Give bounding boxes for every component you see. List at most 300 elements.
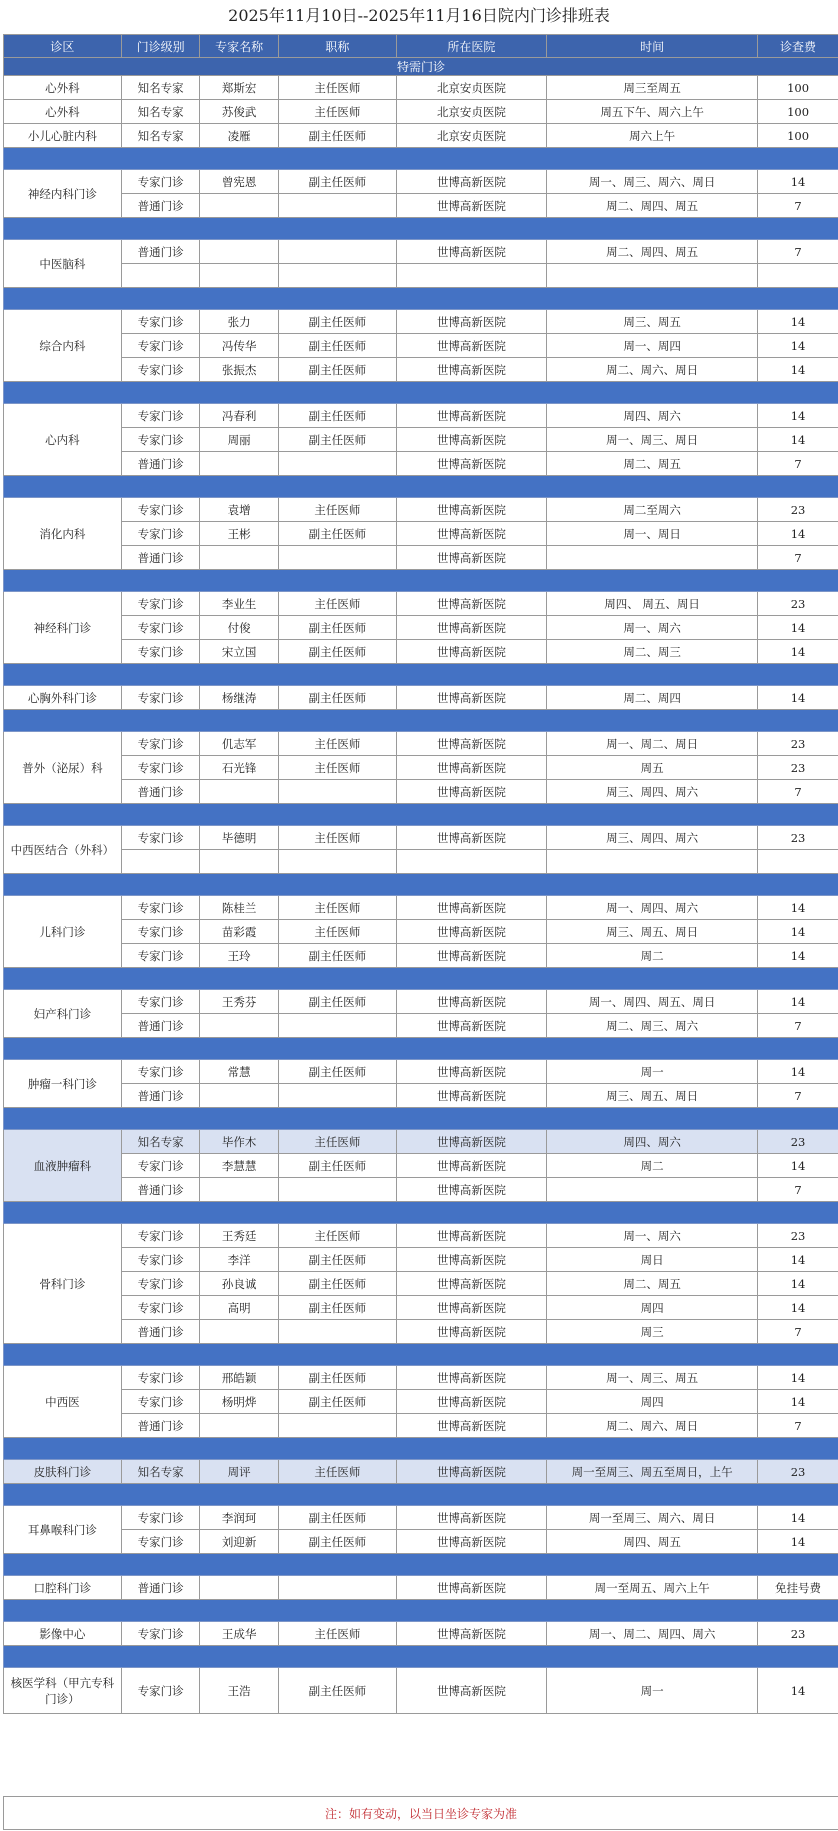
doctor-name-cell: 常慧: [200, 1060, 279, 1084]
hospital-cell: 世博高新医院: [396, 546, 546, 570]
hospital-cell: 世博高新医院: [396, 920, 546, 944]
table-row: [4, 100, 838, 124]
hospital-cell: 世博高新医院: [396, 404, 546, 428]
title-cell: 副主任医师: [278, 170, 396, 194]
table-row: [4, 264, 838, 288]
time-cell: 周四: [547, 1390, 758, 1414]
table-row: [4, 546, 838, 570]
table-row: [4, 1622, 838, 1646]
hospital-cell: 世博高新医院: [396, 1390, 546, 1414]
title-cell: 主任医师: [278, 826, 396, 850]
doctor-name-cell: 冯传华: [200, 334, 279, 358]
level-cell: 专家门诊: [121, 896, 200, 920]
department-cell: 耳鼻喉科门诊: [4, 1506, 122, 1554]
title-cell: 主任医师: [278, 1130, 396, 1154]
fee-cell: 23: [758, 1460, 838, 1484]
fee-cell: 14: [758, 1668, 838, 1714]
level-cell: 专家门诊: [121, 686, 200, 710]
table-row: [4, 452, 838, 476]
time-cell: 周一、周三、周五: [547, 1366, 758, 1390]
level-cell: 专家门诊: [121, 990, 200, 1014]
time-cell: 周一、周三、周六、周日: [547, 170, 758, 194]
table-row: [4, 756, 838, 780]
fee-cell: 7: [758, 1178, 838, 1202]
table-row: [4, 428, 838, 452]
table-row: [4, 826, 838, 850]
level-cell: 专家门诊: [121, 1668, 200, 1714]
table-row: [4, 1390, 838, 1414]
table-row: [4, 686, 838, 710]
title-cell: 副主任医师: [278, 358, 396, 382]
hospital-cell: 世博高新医院: [396, 1178, 546, 1202]
time-cell: 周二、周六、周日: [547, 358, 758, 382]
title-cell: 主任医师: [278, 1622, 396, 1646]
title-cell: 副主任医师: [278, 1272, 396, 1296]
level-cell: [121, 850, 200, 874]
doctor-name-cell: 仉志军: [200, 732, 279, 756]
title-cell: 主任医师: [278, 920, 396, 944]
level-cell: 专家门诊: [121, 404, 200, 428]
fee-cell: 23: [758, 732, 838, 756]
title-cell: 副主任医师: [278, 334, 396, 358]
time-cell: 周三: [547, 1320, 758, 1344]
level-cell: 专家门诊: [121, 1366, 200, 1390]
doctor-name-cell: 李业生: [200, 592, 279, 616]
table-row: [4, 76, 838, 100]
separator-band: [4, 1344, 838, 1366]
department-cell: 心外科: [4, 100, 122, 124]
title-cell: [278, 1576, 396, 1600]
hospital-cell: 世博高新医院: [396, 1084, 546, 1108]
title-cell: 副主任医师: [278, 1154, 396, 1178]
table-row: [4, 1224, 838, 1248]
hospital-cell: [396, 850, 546, 874]
time-cell: 周一至周三、周六、周日: [547, 1506, 758, 1530]
doctor-name-cell: 王秀芬: [200, 990, 279, 1014]
hospital-cell: 北京安贞医院: [396, 124, 546, 148]
fee-cell: 100: [758, 100, 838, 124]
group-separator: [4, 804, 838, 826]
separator-band: [4, 804, 838, 826]
separator-band: [4, 218, 838, 240]
time-cell: 周二: [547, 1154, 758, 1178]
level-cell: 普通门诊: [121, 1178, 200, 1202]
time-cell: 周一、周四: [547, 334, 758, 358]
table-row: [4, 1248, 838, 1272]
fee-cell: 7: [758, 240, 838, 264]
hospital-cell: 世博高新医院: [396, 1622, 546, 1646]
time-cell: 周三、周五、周日: [547, 1084, 758, 1108]
separator-band: [4, 874, 838, 896]
title-cell: [278, 1178, 396, 1202]
time-cell: 周一至周五、周六上午: [547, 1576, 758, 1600]
title-cell: 副主任医师: [278, 1060, 396, 1084]
table-row: [4, 944, 838, 968]
title-cell: 副主任医师: [278, 990, 396, 1014]
separator-band: [4, 1202, 838, 1224]
group-separator: [4, 1438, 838, 1460]
hospital-cell: 世博高新医院: [396, 896, 546, 920]
hospital-cell: 世博高新医院: [396, 1154, 546, 1178]
level-cell: 知名专家: [121, 124, 200, 148]
fee-cell: 100: [758, 76, 838, 100]
hospital-cell: 世博高新医院: [396, 1506, 546, 1530]
group-separator: [4, 476, 838, 498]
doctor-name-cell: 付俊: [200, 616, 279, 640]
hospital-cell: 世博高新医院: [396, 826, 546, 850]
title-cell: 副主任医师: [278, 686, 396, 710]
department-cell: 中西医结合（外科）: [4, 826, 122, 874]
time-cell: 周二、周三: [547, 640, 758, 664]
title-cell: 副主任医师: [278, 1668, 396, 1714]
fee-cell: 14: [758, 358, 838, 382]
table-row: [4, 404, 838, 428]
doctor-name-cell: 凌雁: [200, 124, 279, 148]
level-cell: 普通门诊: [121, 1576, 200, 1600]
title-cell: 副主任医师: [278, 640, 396, 664]
hospital-cell: 世博高新医院: [396, 1576, 546, 1600]
time-cell: 周一、周二、周四、周六: [547, 1622, 758, 1646]
time-cell: 周四、周六: [547, 1130, 758, 1154]
title-cell: 主任医师: [278, 592, 396, 616]
time-cell: [547, 264, 758, 288]
hospital-cell: 世博高新医院: [396, 498, 546, 522]
fee-cell: 14: [758, 404, 838, 428]
department-cell: 神经内科门诊: [4, 170, 122, 218]
doctor-name-cell: [200, 1414, 279, 1438]
level-cell: 专家门诊: [121, 756, 200, 780]
title-cell: 副主任医师: [278, 522, 396, 546]
level-cell: 普通门诊: [121, 546, 200, 570]
hospital-cell: 世博高新医院: [396, 522, 546, 546]
level-cell: 专家门诊: [121, 826, 200, 850]
time-cell: 周二、周五: [547, 452, 758, 476]
time-cell: 周二、周五: [547, 1272, 758, 1296]
table-row: [4, 1460, 838, 1484]
time-cell: 周四、周五: [547, 1530, 758, 1554]
table-row: [4, 1296, 838, 1320]
fee-cell: 14: [758, 334, 838, 358]
group-separator: [4, 218, 838, 240]
fee-cell: 14: [758, 1390, 838, 1414]
group-separator: [4, 1038, 838, 1060]
fee-cell: 14: [758, 920, 838, 944]
fee-cell: 14: [758, 1248, 838, 1272]
level-cell: 专家门诊: [121, 1154, 200, 1178]
hospital-cell: 世博高新医院: [396, 428, 546, 452]
col-header-name: 专家名称: [200, 35, 279, 58]
level-cell: 普通门诊: [121, 240, 200, 264]
title-cell: 副主任医师: [278, 1390, 396, 1414]
time-cell: 周二、周四: [547, 686, 758, 710]
hospital-cell: 世博高新医院: [396, 240, 546, 264]
title-cell: 副主任医师: [278, 1366, 396, 1390]
level-cell: 专家门诊: [121, 1060, 200, 1084]
schedule-table: [3, 34, 838, 1714]
level-cell: 专家门诊: [121, 310, 200, 334]
doctor-name-cell: [200, 240, 279, 264]
col-header-level: 门诊级别: [121, 35, 200, 58]
title-cell: [278, 1014, 396, 1038]
separator-band: [4, 664, 838, 686]
doctor-name-cell: 张力: [200, 310, 279, 334]
level-cell: 专家门诊: [121, 334, 200, 358]
department-cell: 口腔科门诊: [4, 1576, 122, 1600]
table-row: [4, 1014, 838, 1038]
hospital-cell: [396, 264, 546, 288]
hospital-cell: 世博高新医院: [396, 1248, 546, 1272]
fee-cell: 23: [758, 498, 838, 522]
doctor-name-cell: 李润珂: [200, 1506, 279, 1530]
level-cell: 专家门诊: [121, 1622, 200, 1646]
group-separator: [4, 1202, 838, 1224]
group-separator: [4, 382, 838, 404]
department-cell: 影像中心: [4, 1622, 122, 1646]
department-cell: 普外（泌尿）科: [4, 732, 122, 804]
hospital-cell: 世博高新医院: [396, 756, 546, 780]
level-cell: 专家门诊: [121, 616, 200, 640]
fee-cell: 14: [758, 1272, 838, 1296]
table-row: [4, 358, 838, 382]
level-cell: 专家门诊: [121, 170, 200, 194]
title-cell: 主任医师: [278, 498, 396, 522]
separator-band: [4, 1484, 838, 1506]
fee-cell: 7: [758, 1084, 838, 1108]
title-cell: [278, 546, 396, 570]
department-cell: 神经科门诊: [4, 592, 122, 664]
fee-cell: 14: [758, 616, 838, 640]
title-cell: 副主任医师: [278, 428, 396, 452]
title-cell: [278, 194, 396, 218]
fee-cell: 23: [758, 1130, 838, 1154]
table-row: [4, 124, 838, 148]
hospital-cell: 世博高新医院: [396, 1014, 546, 1038]
table-row: [4, 1178, 838, 1202]
time-cell: 周五: [547, 756, 758, 780]
time-cell: 周一: [547, 1060, 758, 1084]
time-cell: 周二、周四、周五: [547, 194, 758, 218]
doctor-name-cell: [200, 780, 279, 804]
doctor-name-cell: 李洋: [200, 1248, 279, 1272]
doctor-name-cell: 周评: [200, 1460, 279, 1484]
time-cell: 周一、周六: [547, 616, 758, 640]
title-cell: 主任医师: [278, 732, 396, 756]
department-cell: 中医脑科: [4, 240, 122, 288]
fee-cell: 14: [758, 896, 838, 920]
hospital-cell: 世博高新医院: [396, 1130, 546, 1154]
level-cell: 专家门诊: [121, 1530, 200, 1554]
title-cell: 副主任医师: [278, 310, 396, 334]
level-cell: 专家门诊: [121, 358, 200, 382]
time-cell: 周一至周三、周五至周日，上午: [547, 1460, 758, 1484]
hospital-cell: 北京安贞医院: [396, 100, 546, 124]
level-cell: 专家门诊: [121, 522, 200, 546]
level-cell: 普通门诊: [121, 452, 200, 476]
hospital-cell: 世博高新医院: [396, 1366, 546, 1390]
separator-band: [4, 1600, 838, 1622]
title-cell: 副主任医师: [278, 1296, 396, 1320]
department-cell: 核医学科（甲亢专科门诊）: [4, 1668, 122, 1714]
doctor-name-cell: [200, 194, 279, 218]
hospital-cell: 北京安贞医院: [396, 76, 546, 100]
doctor-name-cell: 冯春利: [200, 404, 279, 428]
department-cell: 小儿心脏内科: [4, 124, 122, 148]
fee-cell: 14: [758, 640, 838, 664]
table-row: [4, 1530, 838, 1554]
fee-cell: 7: [758, 780, 838, 804]
fee-cell: 14: [758, 1506, 838, 1530]
schedule-body: [4, 35, 838, 1714]
separator-band: [4, 1038, 838, 1060]
time-cell: 周二: [547, 944, 758, 968]
group-separator: [4, 1108, 838, 1130]
hospital-cell: 世博高新医院: [396, 1668, 546, 1714]
table-row: [4, 1060, 838, 1084]
group-separator: [4, 874, 838, 896]
table-row: [4, 640, 838, 664]
group-separator: [4, 710, 838, 732]
fee-cell: 14: [758, 1296, 838, 1320]
col-header-dept: 诊区: [4, 35, 122, 58]
doctor-name-cell: 杨继涛: [200, 686, 279, 710]
doctor-name-cell: 王玲: [200, 944, 279, 968]
separator-band: [4, 288, 838, 310]
table-row: [4, 170, 838, 194]
fee-cell: 23: [758, 592, 838, 616]
separator-band: [4, 476, 838, 498]
table-row: [4, 990, 838, 1014]
doctor-name-cell: 石光锋: [200, 756, 279, 780]
table-row: [4, 498, 838, 522]
level-cell: 专家门诊: [121, 732, 200, 756]
col-header-time: 时间: [547, 35, 758, 58]
fee-cell: [758, 264, 838, 288]
time-cell: 周四、 周五、周日: [547, 592, 758, 616]
doctor-name-cell: 王浩: [200, 1668, 279, 1714]
table-row: [4, 1084, 838, 1108]
fee-cell: 7: [758, 194, 838, 218]
table-row: [4, 732, 838, 756]
fee-cell: 14: [758, 1366, 838, 1390]
fee-cell: 23: [758, 756, 838, 780]
level-cell: 专家门诊: [121, 944, 200, 968]
time-cell: [547, 850, 758, 874]
doctor-name-cell: [200, 1084, 279, 1108]
fee-cell: 14: [758, 428, 838, 452]
level-cell: 专家门诊: [121, 498, 200, 522]
table-row: [4, 780, 838, 804]
doctor-name-cell: 王彬: [200, 522, 279, 546]
hospital-cell: 世博高新医院: [396, 1530, 546, 1554]
doctor-name-cell: [200, 1014, 279, 1038]
doctor-name-cell: 孙良诚: [200, 1272, 279, 1296]
time-cell: 周六上午: [547, 124, 758, 148]
time-cell: 周二、周六、周日: [547, 1414, 758, 1438]
fee-cell: 100: [758, 124, 838, 148]
department-cell: 消化内科: [4, 498, 122, 570]
group-separator: [4, 570, 838, 592]
fee-cell: 14: [758, 170, 838, 194]
time-cell: [547, 546, 758, 570]
time-cell: 周五下午、周六上午: [547, 100, 758, 124]
level-cell: 知名专家: [121, 1460, 200, 1484]
title-cell: [278, 1320, 396, 1344]
table-row: [4, 920, 838, 944]
title-cell: 主任医师: [278, 100, 396, 124]
title-cell: [278, 1084, 396, 1108]
doctor-name-cell: [200, 452, 279, 476]
doctor-name-cell: 曾宪恩: [200, 170, 279, 194]
fee-cell: 7: [758, 452, 838, 476]
separator-band: [4, 1554, 838, 1576]
doctor-name-cell: 宋立国: [200, 640, 279, 664]
time-cell: 周日: [547, 1248, 758, 1272]
separator-band: [4, 148, 838, 170]
separator-band: [4, 710, 838, 732]
doctor-name-cell: [200, 850, 279, 874]
table-row: [4, 1576, 838, 1600]
level-cell: 普通门诊: [121, 1014, 200, 1038]
time-cell: 周三、周五、周日: [547, 920, 758, 944]
doctor-name-cell: 杨明烨: [200, 1390, 279, 1414]
level-cell: 专家门诊: [121, 592, 200, 616]
doctor-name-cell: 王秀廷: [200, 1224, 279, 1248]
fee-cell: 14: [758, 686, 838, 710]
time-cell: 周一: [547, 1668, 758, 1714]
fee-cell: 23: [758, 1224, 838, 1248]
level-cell: 专家门诊: [121, 1506, 200, 1530]
doctor-name-cell: 郑斯宏: [200, 76, 279, 100]
hospital-cell: 世博高新医院: [396, 1460, 546, 1484]
title-cell: 主任医师: [278, 76, 396, 100]
time-cell: [547, 1178, 758, 1202]
hospital-cell: 世博高新医院: [396, 194, 546, 218]
table-row: [4, 1272, 838, 1296]
time-cell: 周一、周日: [547, 522, 758, 546]
group-separator: [4, 968, 838, 990]
hospital-cell: 世博高新医院: [396, 358, 546, 382]
time-cell: 周三、周四、周六: [547, 826, 758, 850]
fee-cell: 14: [758, 310, 838, 334]
title-cell: 主任医师: [278, 896, 396, 920]
title-cell: 副主任医师: [278, 1506, 396, 1530]
level-cell: [121, 264, 200, 288]
group-separator: [4, 1600, 838, 1622]
level-cell: 普通门诊: [121, 780, 200, 804]
fee-cell: 14: [758, 522, 838, 546]
table-row: [4, 1414, 838, 1438]
title-cell: 主任医师: [278, 1460, 396, 1484]
hospital-cell: 世博高新医院: [396, 1272, 546, 1296]
department-cell: 妇产科门诊: [4, 990, 122, 1038]
title-cell: 副主任医师: [278, 616, 396, 640]
group-separator: [4, 1344, 838, 1366]
table-row: [4, 1320, 838, 1344]
hospital-cell: 世博高新医院: [396, 990, 546, 1014]
doctor-name-cell: [200, 1320, 279, 1344]
header-row: [4, 35, 838, 58]
department-cell: 中西医: [4, 1366, 122, 1438]
title-cell: 副主任医师: [278, 1530, 396, 1554]
hospital-cell: 世博高新医院: [396, 686, 546, 710]
level-cell: 普通门诊: [121, 1084, 200, 1108]
department-cell: 综合内科: [4, 310, 122, 382]
group-separator: [4, 1484, 838, 1506]
hospital-cell: 世博高新医院: [396, 732, 546, 756]
doctor-name-cell: 苏俊武: [200, 100, 279, 124]
fee-cell: [758, 850, 838, 874]
title-cell: [278, 264, 396, 288]
